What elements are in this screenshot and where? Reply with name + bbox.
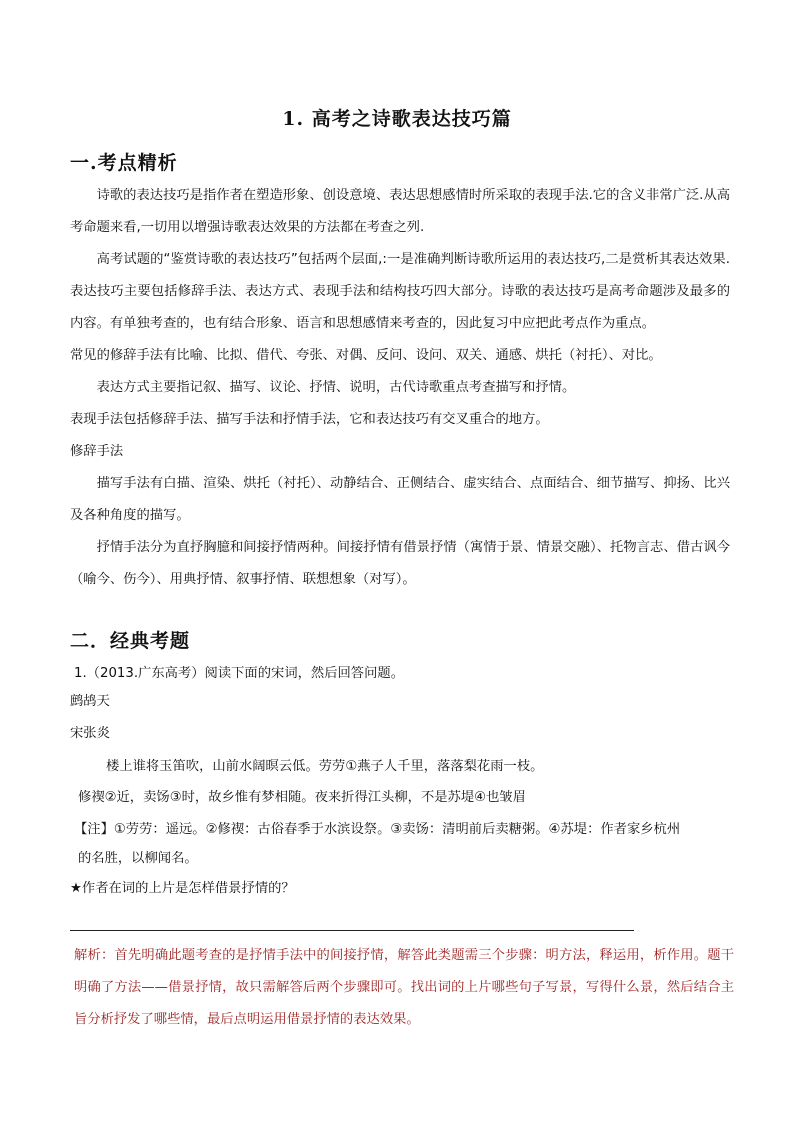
document-title: 1. 高考之诗歌表达技巧篇 — [282, 108, 512, 130]
note-line-2: 的名胜，以柳闻名。 — [78, 851, 198, 866]
question-text: ★作者在词的上片是怎样借景抒情的？ — [70, 881, 295, 896]
section-body-analysis — [70, 180, 730, 596]
poem-author: 宋张炎 — [70, 726, 110, 741]
paragraph-presentation: 表现手法包括修辞手法、描写手法和抒情手法，它和表达技巧有交叉重合的地方。 — [70, 412, 549, 427]
analysis-text: 解析：首先明确此题考查的是抒情手法中的间接抒情，解答此类题需三个步骤：明方法，释运用，析作用。题干明确了方法——借景抒情，故只需解答后两个步骤即可。找出词的上片哪些句子写景，写得什么景，然后结合主旨分析抒发了哪些情，最后点明运用借景抒情的表达效果。 — [74, 948, 734, 1027]
answer-divider — [70, 930, 634, 931]
poem-title: 鹧鸪天 — [70, 694, 110, 709]
poem-line-2: 修禊②近，卖饧③时，故乡惟有梦相随。夜来折得江头柳，不是苏堤④也皱眉 — [78, 790, 526, 805]
question-intro: 1.（2013.广东高考）阅读下面的宋词，然后回答问题。 — [74, 666, 404, 681]
section-heading-analysis: 一.考点精析 — [70, 152, 178, 174]
section-heading-classic-questions: 二．经典考题 — [70, 630, 191, 652]
paragraph-exam-levels: 高考试题的“鉴赏诗歌的表达技巧”包括两个层面,:一是准确判断诗歌所运用的表达技巧,二是赏析其表达效果.表达技巧主要包括修辞手法、表达方式、表现手法和结构技巧四大部分。诗歌的表达技巧是高考命题涉及最多的内容。有单独考查的，也有结合形象、语言和思想感情来考查的，因此复习中应把此考点作为重点。 — [70, 252, 730, 331]
poem-line-1: 楼上谁将玉笛吹，山前水阔暝云低。劳劳①燕子人千里，落落梨花雨一枝。 — [106, 759, 544, 774]
poem-notes — [74, 815, 734, 873]
paragraph-lyric: 抒情手法分为直抒胸臆和间接抒情两种。间接抒情有借景抒情（寓情于景、情景交融）、托物言志、借古讽今（喻今、伤今）、用典抒情、叙事抒情、联想想象（对写）。 — [70, 540, 730, 587]
paragraph-rhetoric: 常见的修辞手法有比喻、比拟、借代、夸张、对偶、反问、设问、双关、通感、烘托（衬托）、对比。 — [70, 348, 662, 363]
paragraph-expression-modes: 表达方式主要指记叙、描写、议论、抒情、说明，古代诗歌重点考查描写和抒情。 — [96, 380, 576, 395]
paragraph-definition: 诗歌的表达技巧是指作者在塑造形象、创设意境、表达思想感情时所采取的表现手法.它的含义非常广泛.从高考命题来看,一切用以增强诗歌表达效果的方法都在考查之列. — [70, 188, 730, 235]
paragraph-description: 描写手法有白描、渲染、烘托（衬托）、动静结合、正侧结合、虚实结合、点面结合、细节描写、抑扬、比兴及各种角度的描写。 — [70, 476, 730, 523]
note-line-1: 【注】①劳劳：遥远。②修禊：古俗春季于水滨设祭。③卖饧：清明前后卖糖粥。④苏堤：作者家乡杭州 — [74, 822, 681, 837]
paragraph-rhetoric-label: 修辞手法 — [70, 444, 124, 459]
analysis-block — [74, 940, 734, 1036]
